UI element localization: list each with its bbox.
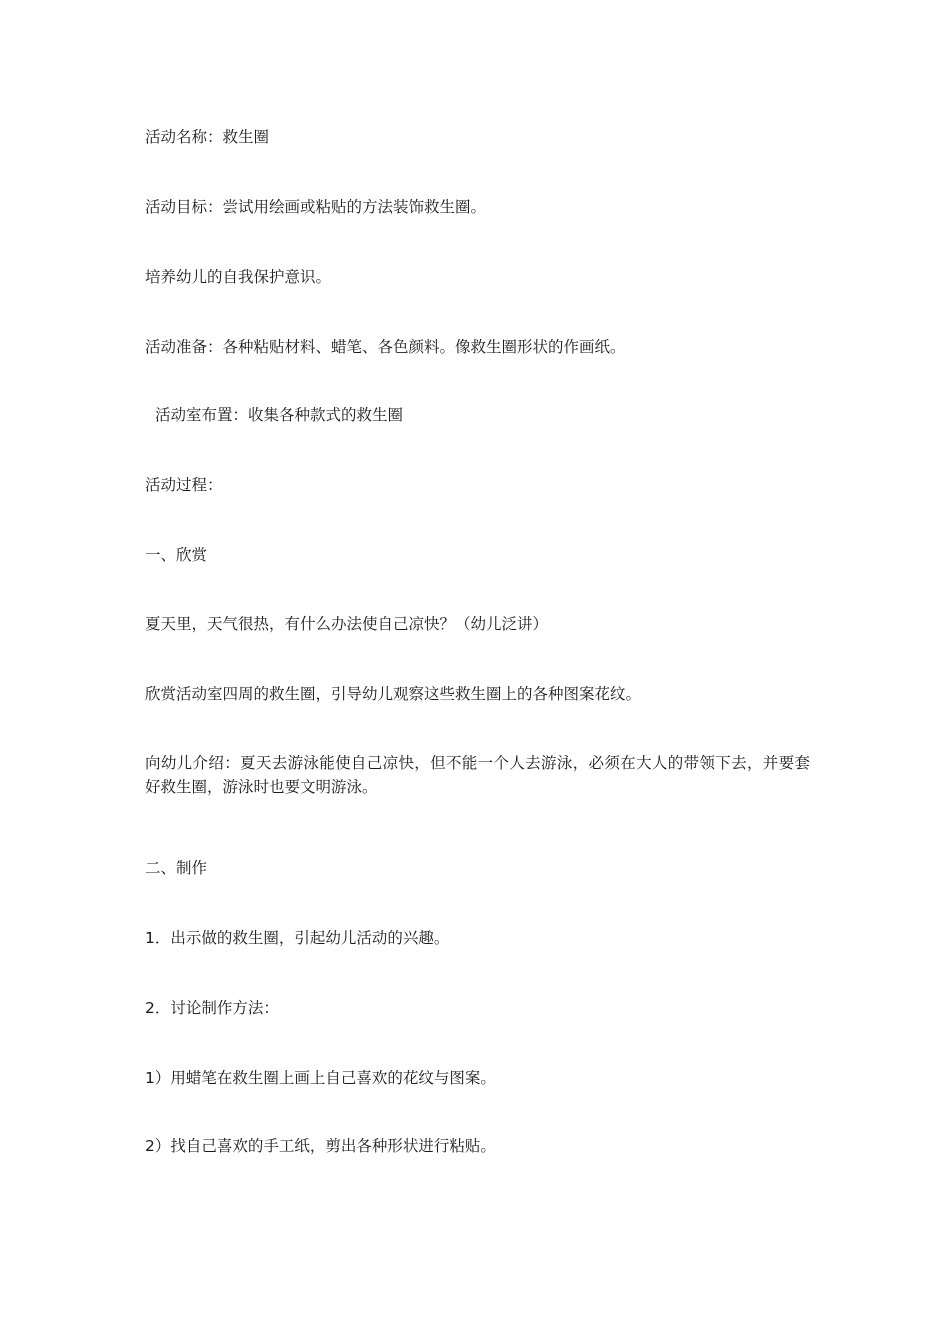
section-appreciation-heading: 一、欣赏: [145, 546, 208, 564]
section-making-heading: 二、制作: [145, 859, 208, 877]
step-1: 1．出示做的救生圈，引起幼儿活动的兴趣。: [145, 929, 450, 947]
activity-goal-continued: 培养幼儿的自我保护意识。: [145, 268, 332, 286]
activity-goal: 活动目标：尝试用绘画或粘贴的方法装饰救生圈。: [145, 198, 487, 216]
step-2: 2．讨论制作方法：: [145, 999, 279, 1017]
activity-preparation: 活动准备：各种粘贴材料、蜡笔、各色颜料。像救生圈形状的作画纸。: [145, 338, 626, 356]
appreciation-observe: 欣赏活动室四周的救生圈，引导幼儿观察这些救生圈上的各种图案花纹。: [145, 685, 642, 703]
introduction-paragraph: 向幼儿介绍：夏天去游泳能使自己凉快，但不能一个人去游泳，必须在大人的带领下去，并要套好救生圈，游泳时也要文明游泳。: [145, 754, 810, 796]
activity-name: 活动名称：救生圈: [145, 128, 270, 146]
appreciation-question: 夏天里，天气很热，有什么办法使自己凉快？（幼儿泛讲）: [145, 615, 549, 633]
activity-process-heading: 活动过程：: [145, 476, 223, 494]
room-setup: 活动室布置：收集各种款式的救生圈: [155, 406, 404, 424]
substep-2: 2）找自己喜欢的手工纸，剪出各种形状进行粘贴。: [145, 1137, 496, 1155]
substep-1: 1）用蜡笔在救生圈上画上自己喜欢的花纹与图案。: [145, 1069, 496, 1087]
